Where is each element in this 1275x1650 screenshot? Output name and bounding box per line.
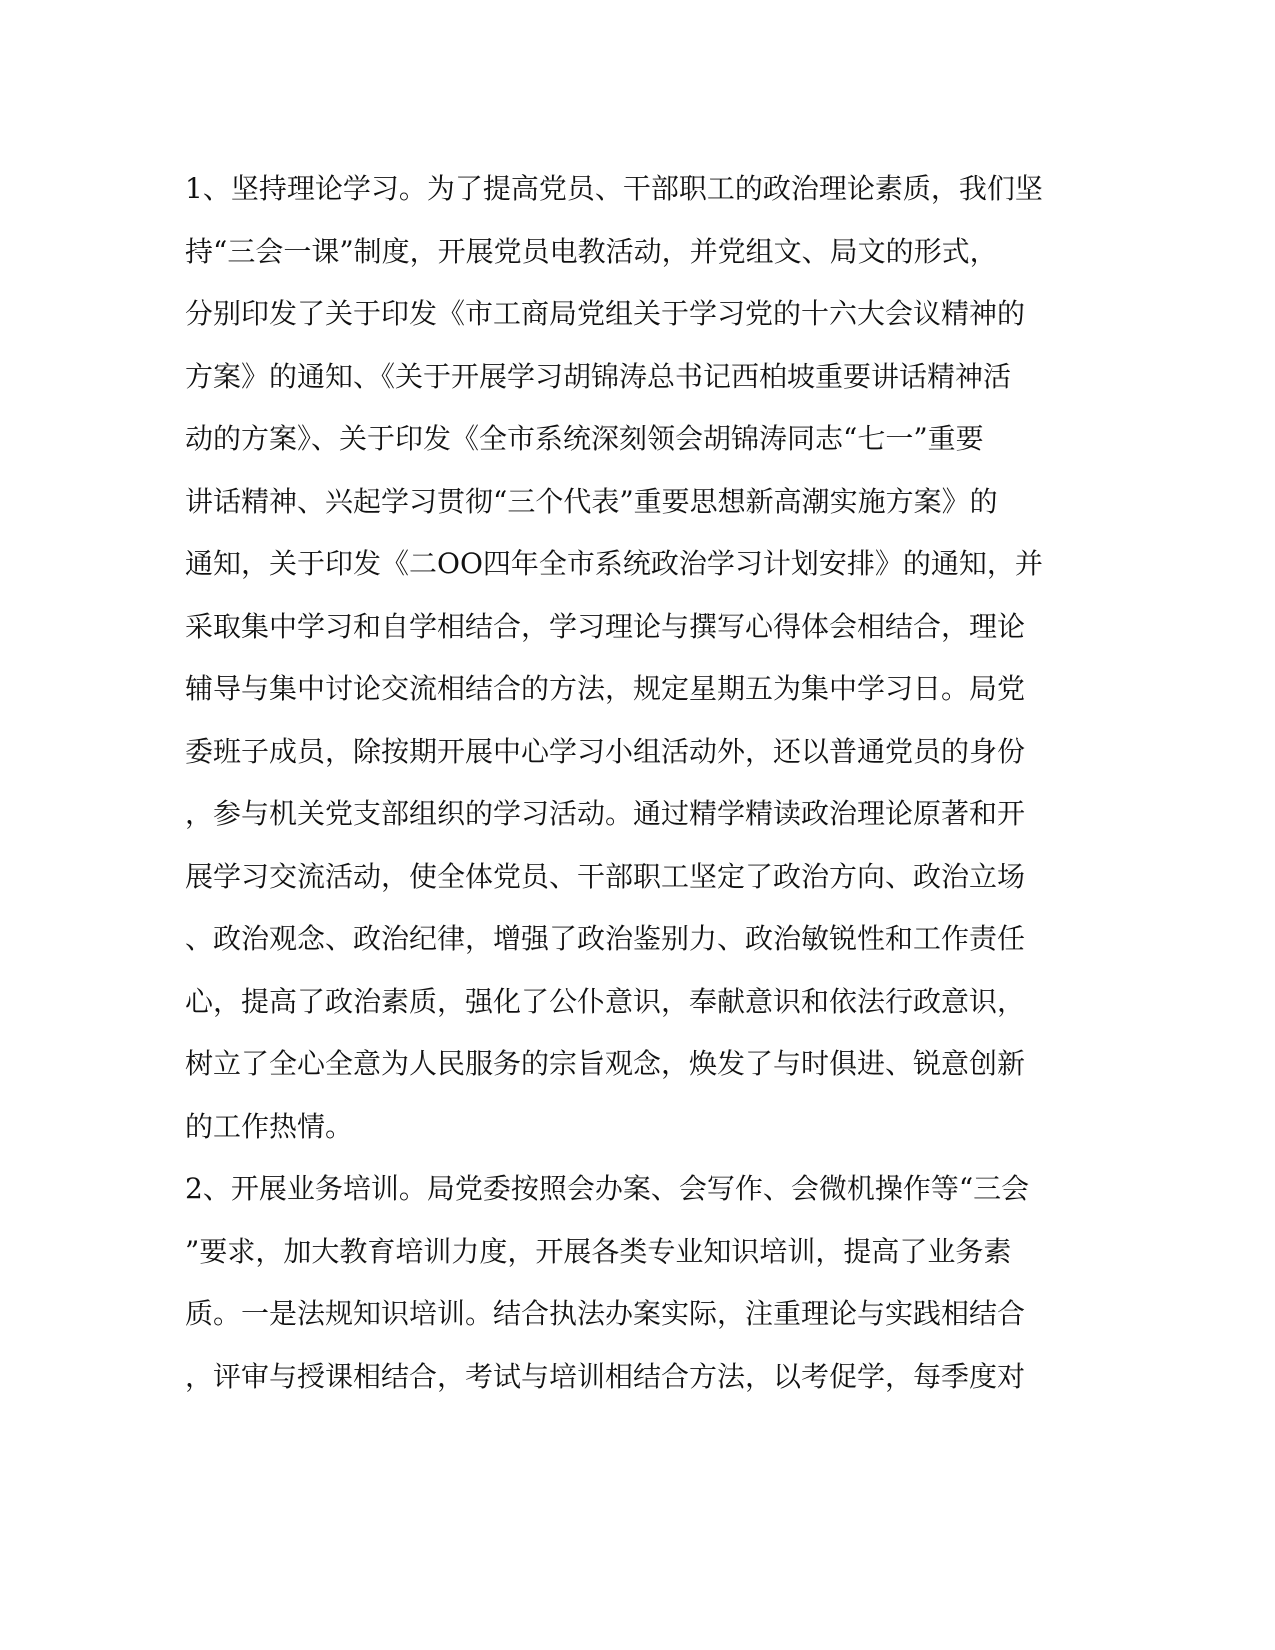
text-line: 辅导与集中讨论交流相结合的方法，规定星期五为集中学习日。局党	[185, 672, 1026, 705]
text-line: 2、开展业务培训。局党委按照会办案、会写作、会微机操作等“三会	[185, 1172, 1030, 1205]
text-line: 动的方案》、关于印发《全市系统深刻领会胡锦涛同志“七一”重要	[185, 422, 984, 455]
text-line: 展学习交流活动，使全体党员、干部职工坚定了政治方向、政治立场	[185, 859, 1026, 893]
text-line: 持“三会一课”制度，开展党员电教活动，并党组文、局文的形式，	[185, 234, 998, 268]
text-line: 质。一是法规知识培训。结合执法办案实际，注重理论与实践相结合	[185, 1297, 1026, 1330]
text-line: 采取集中学习和自学相结合，学习理论与撰写心得体会相结合，理论	[185, 609, 1026, 643]
text-line: 树立了全心全意为人民服务的宗旨观念，焕发了与时俱进、锐意创新	[185, 1047, 1026, 1080]
text-line: 委班子成员，除按期开展中心学习小组活动外，还以普通党员的身份	[185, 734, 1026, 768]
text-line: 1、坚持理论学习。为了提高党员、干部职工的政治理论素质，我们坚	[185, 172, 1043, 205]
text-line: 方案》的通知、《关于开展学习胡锦涛总书记西柏坡重要讲话精神活	[185, 359, 1012, 393]
text-line: 的工作热情。	[185, 1109, 354, 1143]
body-text	[185, 158, 1065, 1408]
text-line: 分别印发了关于印发《市工商局党组关于学习党的十六大会议精神的	[185, 297, 1026, 330]
text-line: ，评审与授课相结合，考试与培训相结合方法，以考促学，每季度对	[185, 1359, 1026, 1393]
text-line: 通知，关于印发《二OO四年全市系统政治学习计划安排》的通知，并	[185, 547, 1043, 580]
text-line: ”要求，加大教育培训力度，开展各类专业知识培训，提高了业务素	[185, 1234, 1012, 1268]
text-line: ，参与机关党支部组织的学习活动。通过精学精读政治理论原著和开	[185, 797, 1026, 830]
text-line: 、政治观念、政治纪律，增强了政治鉴别力、政治敏锐性和工作责任	[185, 922, 1026, 955]
text-line: 讲话精神、兴起学习贯彻“三个代表”重要思想新高潮实施方案》的	[185, 484, 998, 518]
text-line: 心，提高了政治素质，强化了公仆意识，奉献意识和依法行政意识，	[185, 984, 1026, 1018]
